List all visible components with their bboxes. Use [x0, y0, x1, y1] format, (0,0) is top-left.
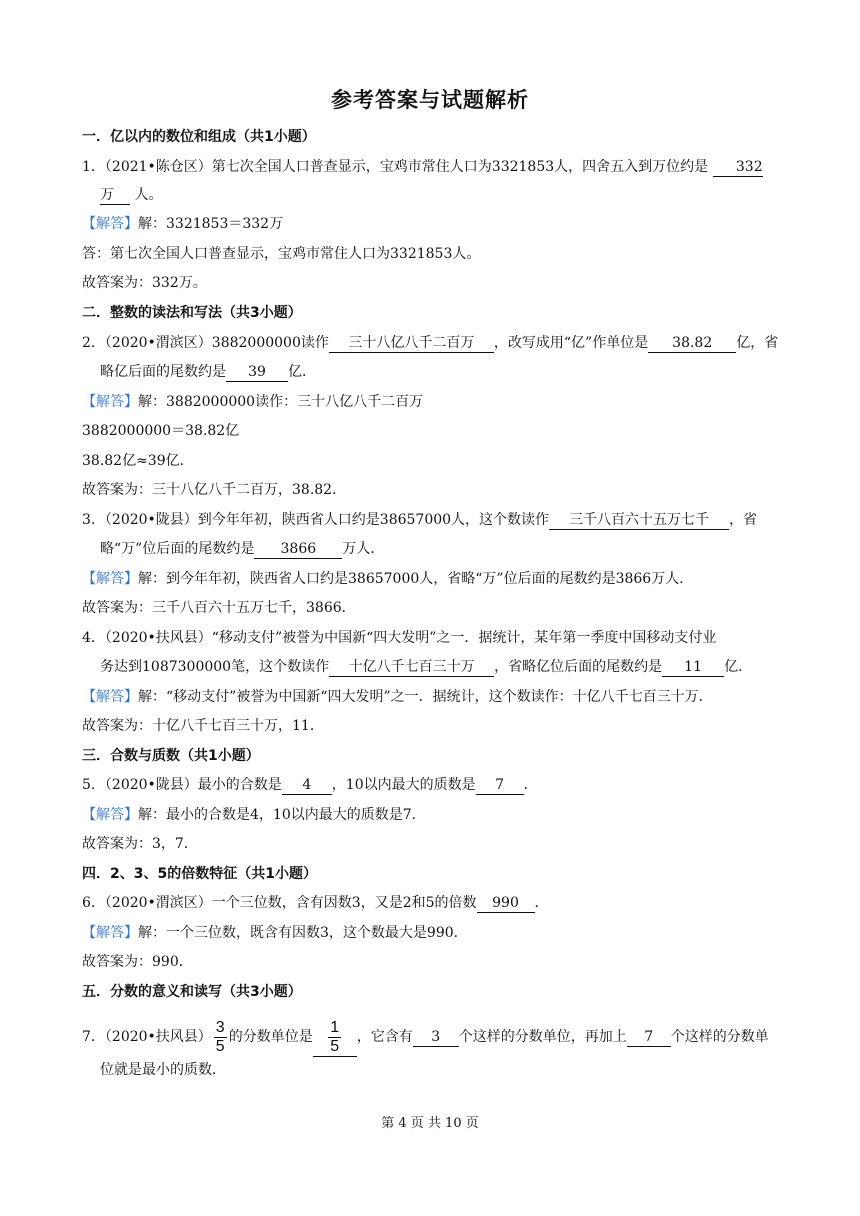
solution-line: [82, 569, 782, 589]
answer-blank: 38.82: [648, 334, 736, 353]
question-text: 万人．: [342, 541, 385, 557]
answer-blank: 7: [476, 776, 524, 795]
question-text: ．: [523, 777, 538, 793]
question-text: 6．（2020•渭滨区）一个三位数，含有因数3，又是2和5的倍数: [82, 895, 477, 911]
question-text: 亿．: [288, 364, 316, 380]
question-1-line-1: [82, 157, 782, 177]
question-text: ，改写成用“亿”作单位是: [493, 335, 649, 351]
answer-blank: 990: [477, 894, 535, 913]
question-text: 2．（2020•渭滨区）3882000000读作: [82, 335, 329, 351]
question-text: ，省略亿位后面的尾数约是: [494, 659, 663, 675]
question-text: 的分数单位是: [228, 1029, 313, 1045]
solution-text: 解：最小的合数是4，10以内最大的质数是7．: [138, 807, 426, 823]
solution-text: 解：3321853＝332万: [138, 216, 284, 232]
answer-blank: 3: [413, 1028, 459, 1047]
section-heading-4: 四．2、3、5的倍数特征（共1小题）: [82, 866, 317, 882]
answer-blank: 三十八亿八千二百万: [329, 334, 494, 353]
fraction-denominator: 5: [215, 1037, 225, 1055]
solution-line: [82, 687, 782, 707]
solution-line: 故答案为：3，7．: [82, 836, 198, 852]
solution-tag: 【解答】: [82, 571, 138, 587]
solution-line: 故答案为：十亿八千七百三十万，11．: [82, 718, 324, 734]
page-title: 参考答案与试题解析: [331, 88, 529, 112]
question-1-line-2: [100, 185, 800, 205]
question-5: [82, 775, 782, 795]
page-footer: 第 4 页 共 10 页: [381, 1116, 479, 1131]
question-text: 务达到1087300000笔，这个数读作: [100, 659, 330, 675]
solution-line: 故答案为：三千八百六十五万七千，3866．: [82, 600, 356, 616]
question-text: ，10以内最大的质数是: [331, 777, 476, 793]
solution-line: 答：第七次全国人口普查显示，宝鸡市常住人口为3321853人。: [82, 246, 481, 262]
answer-blank: 3866: [254, 540, 342, 559]
section-heading-3: 三．合数与质数（共1小题）: [82, 748, 260, 764]
solution-tag: 【解答】: [82, 925, 138, 941]
solution-line: 故答案为：990．: [82, 954, 193, 970]
solution-line: [82, 923, 782, 943]
solution-line: 3882000000＝38.82亿: [82, 423, 240, 439]
question-text: 个这样的分数单位，再加上: [458, 1029, 627, 1045]
question-3-line-2: [100, 539, 800, 559]
question-7-line-1: [82, 1016, 782, 1058]
question-text: ，它含有: [356, 1029, 413, 1045]
answer-blank: 7: [627, 1028, 671, 1047]
question-text: 人。: [134, 187, 163, 203]
question-text: 亿，省: [736, 335, 779, 351]
section-heading-1: 一．亿以内的数位和组成（共1小题）: [82, 129, 316, 145]
question-text: 3．（2020•陇县）到今年年初，陕西省人口约是38657000人，这个数读作: [82, 512, 550, 528]
fraction: [328, 1019, 341, 1056]
solution-line: 38.82亿≈39亿．: [82, 453, 194, 469]
question-3-line-1: [82, 510, 782, 530]
section-heading-2: 二．整数的读法和写法（共3小题）: [82, 305, 302, 321]
solution-line: 故答案为：332万。: [82, 275, 207, 291]
solution-line: [82, 392, 782, 412]
solution-text: 解：3882000000读作：三十八亿八千二百万: [138, 394, 424, 410]
solution-tag: 【解答】: [82, 216, 138, 232]
solution-text: 解：到今年年初，陕西省人口约是38657000人，省略“万”位后面的尾数约是3866万人．: [138, 571, 694, 587]
question-text: 1．（2021•陈仓区）第七次全国人口普查显示，宝鸡市常住人口为3321853人，四舍五入到万位约是: [82, 159, 709, 175]
solution-tag: 【解答】: [82, 394, 138, 410]
solution-line: 故答案为：三十八亿八千二百万，38.82．: [82, 482, 347, 498]
answer-blank: 十亿八千七百三十万: [329, 658, 494, 677]
question-6: [82, 893, 782, 913]
solution-line: [82, 214, 782, 234]
answer-blank: 11: [662, 658, 724, 677]
question-text: ．: [534, 895, 549, 911]
answer-blank: 三千八百六十五万七千: [549, 511, 729, 530]
solution-tag: 【解答】: [82, 689, 138, 705]
question-text: ，省: [729, 512, 758, 528]
fraction-denominator: 5: [330, 1037, 340, 1055]
solution-text: 解：“移动支付”被誉为中国新“四大发明”之一．据统计，这个数读作：十亿八千七百三十万．: [138, 689, 713, 705]
question-text: 略亿后面的尾数约是: [100, 364, 226, 380]
solution-text: 解：一个三位数，既含有因数3，这个数最大是990．: [138, 925, 468, 941]
answer-blank: 万: [100, 186, 130, 205]
fraction-numerator: 1: [330, 1018, 340, 1036]
section-heading-5: 五．分数的意义和读写（共3小题）: [82, 984, 302, 1000]
answer-blank: 39: [226, 363, 288, 382]
question-7-line-2: 位就是最小的质数．: [100, 1062, 226, 1078]
question-4-line-2: [100, 657, 800, 677]
fraction-numerator: 3: [215, 1018, 225, 1036]
question-text: 7．（2020•扶风县）: [82, 1029, 212, 1045]
question-text: 5．（2020•陇县）最小的合数是: [82, 777, 282, 793]
question-text: 略“万”位后面的尾数约是: [100, 541, 255, 557]
solution-line: [82, 805, 782, 825]
question-text: 个这样的分数单: [670, 1029, 769, 1045]
answer-blank: [313, 1019, 357, 1057]
question-text: 亿．: [724, 659, 753, 675]
answer-blank: 332: [713, 158, 763, 177]
question-2-line-2: [100, 362, 800, 382]
solution-tag: 【解答】: [82, 807, 138, 823]
question-4-line-1: 4．（2020•扶风县）“移动支付”被誉为中国新“四大发明”之一．据统计，某年第一季度中国移动支付业: [82, 630, 717, 646]
question-2-line-1: [82, 333, 782, 353]
fraction: [214, 1019, 227, 1056]
answer-blank: 4: [282, 776, 332, 795]
